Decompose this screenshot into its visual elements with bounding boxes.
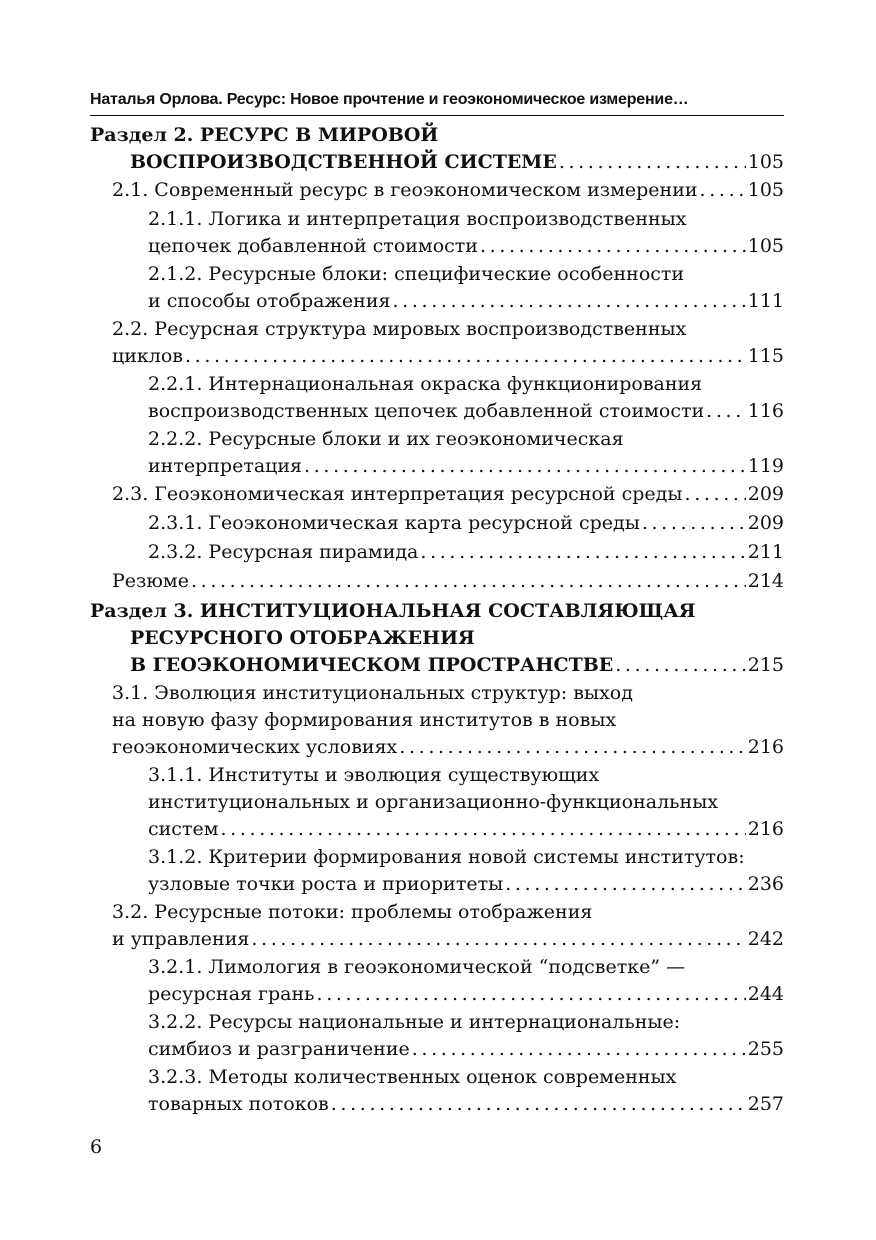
dot-leader — [420, 539, 745, 566]
page-number-footer: 6 — [90, 1136, 103, 1158]
toc-entry-3-2 — [112, 926, 784, 953]
page-number: 105 — [747, 179, 784, 201]
entry-title: циклов — [112, 345, 183, 367]
page-number: 119 — [747, 455, 784, 477]
page-number: 214 — [747, 570, 784, 592]
entry-title: воспроизводственных цепочек добавленной стоимости — [148, 400, 705, 422]
part3-heading: Раздел 3. ИНСТИТУЦИОНАЛЬНАЯ СОСТАВЛЯЮЩАЯ — [90, 600, 696, 622]
toc-entry-3-2-title: 3.2. Ресурсные потоки: проблемы отображения — [112, 901, 593, 923]
toc-entry-3-1-1-title-cont: институциональных и организационно-функциональных — [148, 791, 719, 813]
toc-entry-3-2-3-title: 3.2.3. Методы количественных оценок современных — [148, 1066, 677, 1088]
toc-entry-3-2-1-title: 3.2.1. Лимология в геоэкономической “подсветке” — — [148, 956, 686, 978]
toc-entry-summary — [112, 568, 784, 595]
entry-title: интерпретация — [148, 455, 303, 477]
page-number: 216 — [747, 736, 784, 758]
entry-title: цепочек добавленной стоимости — [148, 235, 478, 257]
toc-entry-2-2-1 — [148, 398, 784, 425]
page-number: 209 — [747, 512, 784, 534]
part2-heading: Раздел 2. РЕСУРС В МИРОВОЙ — [90, 124, 439, 146]
dot-leader — [185, 343, 746, 370]
dot-leader — [399, 734, 745, 761]
entry-title: Резюме — [112, 570, 189, 592]
toc-entry-2-2-2 — [148, 453, 784, 480]
page-number: 116 — [747, 400, 784, 422]
page-number: 209 — [747, 483, 784, 505]
page-number: 215 — [747, 654, 784, 676]
dot-leader — [331, 1091, 746, 1118]
page-number: 115 — [747, 345, 784, 367]
toc-entry-3-1-1 — [148, 816, 784, 843]
toc-entry-3-2-2 — [148, 1036, 784, 1063]
part3-heading-title: В ГЕОЭКОНОМИЧЕСКОМ ПРОСТРАНСТВЕ — [130, 654, 614, 676]
toc-entry-3-2-2-title: 3.2.2. Ресурсы национальные и интернациональные: — [148, 1011, 681, 1033]
toc-entry-3-1-1-title: 3.1.1. Институты и эволюция существующих — [148, 764, 600, 786]
toc-entry-2-1-1-title: 2.1.1. Логика и интерпретация воспроизводственных — [148, 208, 687, 230]
dot-leader — [706, 398, 746, 425]
entry-title: и управления — [112, 928, 250, 950]
dot-leader — [304, 453, 746, 480]
dot-leader — [251, 926, 745, 953]
dot-leader — [191, 568, 746, 595]
page-number: 236 — [747, 873, 784, 895]
page-number: 105 — [747, 235, 784, 257]
page-number: 211 — [747, 541, 784, 563]
entry-title: ресурсная грань — [148, 983, 315, 1005]
page-number: 244 — [747, 983, 784, 1005]
toc-entry-3-1-2 — [148, 871, 784, 898]
toc-entry-2-2-1-title: 2.2.1. Интернациональная окраска функционирования — [148, 373, 703, 395]
toc-entry-3-1 — [112, 734, 784, 761]
dot-leader — [220, 816, 745, 843]
part3-heading-entry — [130, 652, 784, 679]
page-number: 216 — [747, 818, 784, 840]
toc-entry-2-3-2 — [148, 539, 784, 566]
page-number: 255 — [747, 1038, 784, 1060]
dot-leader — [685, 481, 746, 508]
dot-leader — [615, 652, 745, 679]
entry-title: 2.3.2. Ресурсная пирамида — [148, 541, 419, 563]
toc-entry-2-3-1 — [148, 510, 784, 537]
toc-entry-2-2 — [112, 343, 784, 370]
entry-title: и способы отображения — [148, 290, 391, 312]
dot-leader — [317, 981, 746, 1008]
running-head: Наталья Орлова. Ресурс: Новое прочтение и геоэкономическое измерение… — [90, 91, 689, 108]
page-number: 105 — [747, 151, 784, 173]
toc-entry-2-1-2 — [148, 288, 784, 315]
entry-title: товарных потоков — [148, 1093, 329, 1115]
toc-entry-3-1-2-title: 3.1.2. Критерии формирования новой системы институтов: — [148, 846, 745, 868]
dot-leader — [412, 1036, 746, 1063]
toc-entry-3-1-title-cont: на новую фазу формирования институтов в новых — [112, 709, 617, 731]
part2-heading-title: ВОСПРОИЗВОДСТВЕННОЙ СИСТЕМЕ — [130, 151, 557, 173]
toc-entry-2-2-2-title: 2.2.2. Ресурсные блоки и их геоэкономическая — [148, 428, 624, 450]
entry-title: 2.3. Геоэкономическая интерпретация ресурсной среды — [112, 483, 683, 505]
page-number: 257 — [747, 1093, 784, 1115]
entry-title: узловые точки роста и приоритеты — [148, 873, 504, 895]
entry-title: геоэкономических условиях — [112, 736, 398, 758]
entry-title: симбиоз и разграничение — [148, 1038, 410, 1060]
entry-title: систем — [148, 818, 219, 840]
dot-leader — [642, 510, 746, 537]
toc-entry-2-1-2-title: 2.1.2. Ресурсные блоки: специфические особенности — [148, 263, 685, 285]
toc-entry-3-2-1 — [148, 981, 784, 1008]
toc-entry-2-2-title: 2.2. Ресурсная структура мировых воспроизводственных — [112, 318, 687, 340]
entry-title: 2.3.1. Геоэкономическая карта ресурсной среды — [148, 512, 640, 534]
header-rule — [90, 115, 784, 116]
dot-leader — [480, 233, 746, 260]
dot-leader — [700, 177, 746, 204]
part2-heading-entry — [130, 149, 784, 176]
dot-leader — [505, 871, 746, 898]
toc-entry-2-1 — [112, 177, 784, 204]
dot-leader — [559, 149, 746, 176]
toc-entry-2-1-1 — [148, 233, 784, 260]
dot-leader — [392, 288, 745, 315]
page-number: 111 — [747, 290, 784, 312]
page-number: 242 — [747, 928, 784, 950]
toc-entry-3-1-title: 3.1. Эволюция институциональных структур: выход — [112, 682, 633, 704]
entry-title: 2.1. Современный ресурс в геоэкономическом измерении — [112, 179, 698, 201]
toc-entry-3-2-3 — [148, 1091, 784, 1118]
part3-heading-line2: РЕСУРСНОГО ОТОБРАЖЕНИЯ — [130, 627, 475, 649]
toc-entry-2-3 — [112, 481, 784, 508]
